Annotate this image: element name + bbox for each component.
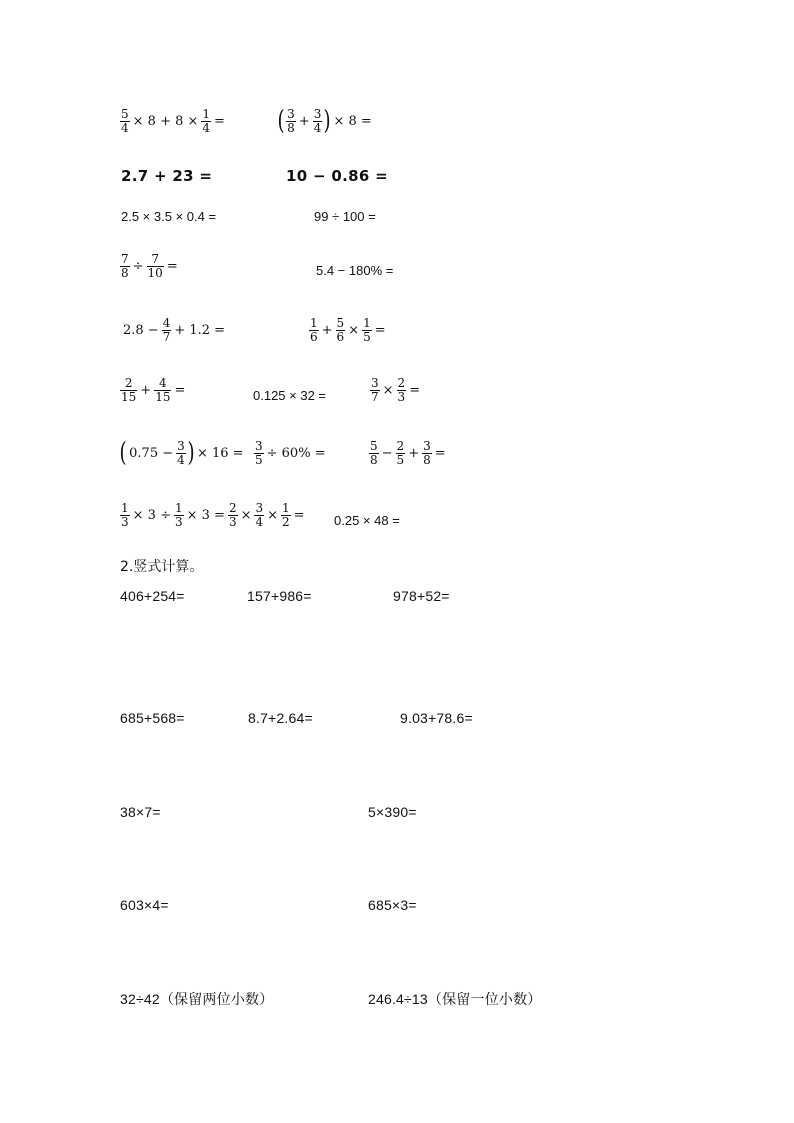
problem-vertical: 8.7+2.64= [248, 710, 313, 726]
fraction: $\frac{3}{4}$ [313, 107, 322, 135]
fraction: $\frac{4}{15}$ [155, 376, 171, 404]
expr-2a: 2.7 + 23 = [121, 167, 213, 185]
fraction: $\frac{2}{15}$ [121, 376, 137, 404]
fraction: $\frac{5}{6}$ [336, 316, 345, 344]
fraction: $\frac{3}{5}$ [255, 439, 263, 467]
expr-6c: $\frac{3}{7}$ × $\frac{2}{3}$ = [371, 376, 421, 404]
expr-4a: $\frac{7}{8}$ ÷ $\frac{7}{10}$ = [121, 252, 178, 280]
fraction: $\frac{2}{3}$ [228, 501, 237, 529]
problem-vertical: 978+52= [393, 588, 450, 604]
expr-7a: ( 0.75 − $\frac{3}{4}$ ) × 16 = [119, 438, 244, 469]
expr-8a: $\frac{1}{3}$ × 3 ÷ $\frac{1}{3}$ × 3 = $\frac{2}{3}$ × $\frac{3}{4}$ × $\frac{1}{2}$ = [121, 501, 305, 529]
problem-vertical: 685×3= [368, 897, 417, 913]
problem-vertical: 9.03+78.6= [400, 710, 473, 726]
expr-7b: $\frac{3}{5}$ ÷ 60% = [255, 439, 326, 467]
expr-7c: $\frac{5}{8}$ − $\frac{2}{5}$ + $\frac{3}{8}$ = [370, 439, 446, 467]
section-heading: 2.竖式计算。 [120, 559, 204, 575]
fraction: $\frac{4}{7}$ [162, 316, 171, 344]
expr-4b: 5.4 − 180% = [316, 263, 394, 278]
expr-3a: 2.5 × 3.5 × 0.4 = [121, 209, 217, 224]
problem-vertical: 603×4= [120, 897, 169, 913]
fraction: $\frac{3}{7}$ [371, 376, 379, 404]
expr-3b: 99 ÷ 100 = [314, 209, 376, 224]
fraction: $\frac{1}{3}$ [174, 501, 183, 529]
fraction: $\frac{5}{8}$ [370, 439, 378, 467]
fraction: $\frac{3}{4}$ [177, 439, 185, 467]
fraction: $\frac{3}{8}$ [423, 439, 431, 467]
problem-vertical: 5×390= [368, 804, 417, 820]
expr-6a: $\frac{2}{15}$ + $\frac{4}{15}$ = [121, 376, 186, 404]
expr-1b: ( $\frac{3}{8}$ + $\frac{3}{4}$ ) × 8 = [277, 106, 372, 137]
fraction: $\frac{2}{3}$ [397, 376, 406, 404]
problem-vertical: 406+254= [120, 588, 185, 604]
expr-2b: 10 − 0.86 = [286, 167, 388, 185]
problem-vertical: 157+986= [247, 588, 312, 604]
fraction: $\frac{3}{4}$ [255, 501, 264, 529]
fraction: $\frac{7}{10}$ [147, 252, 163, 280]
fraction: $\frac{1}{3}$ [121, 501, 129, 529]
fraction: $\frac{2}{5}$ [396, 439, 405, 467]
fraction: $\frac{1}{2}$ [282, 501, 290, 529]
problem-vertical: 246.4÷13（保留一位小数） [368, 991, 542, 1007]
expr-5b: $\frac{1}{6}$ + $\frac{5}{6}$ × $\frac{1}{5}$ = [310, 316, 386, 344]
fraction: $\frac{1}{5}$ [363, 316, 371, 344]
fraction: $\frac{1}{6}$ [310, 316, 318, 344]
fraction: $\frac{3}{8}$ [287, 107, 295, 135]
expr-8b: 0.25 × 48 = [334, 513, 400, 528]
problem-vertical: 38×7= [120, 804, 161, 820]
fraction: $\frac{1}{4}$ [202, 107, 211, 135]
problem-vertical: 685+568= [120, 710, 185, 726]
expr-5a: 2.8 − $\frac{4}{7}$ + 1.2 = [123, 316, 226, 344]
fraction: $\frac{7}{8}$ [121, 252, 129, 280]
expr-6b: 0.125 × 32 = [253, 388, 327, 403]
problem-vertical: 32÷42（保留两位小数） [120, 991, 274, 1007]
expr-1a: $\frac{5}{4}$ × 8 + 8 × $\frac{1}{4}$ = [121, 107, 225, 135]
fraction: $\frac{5}{4}$ [121, 107, 129, 135]
